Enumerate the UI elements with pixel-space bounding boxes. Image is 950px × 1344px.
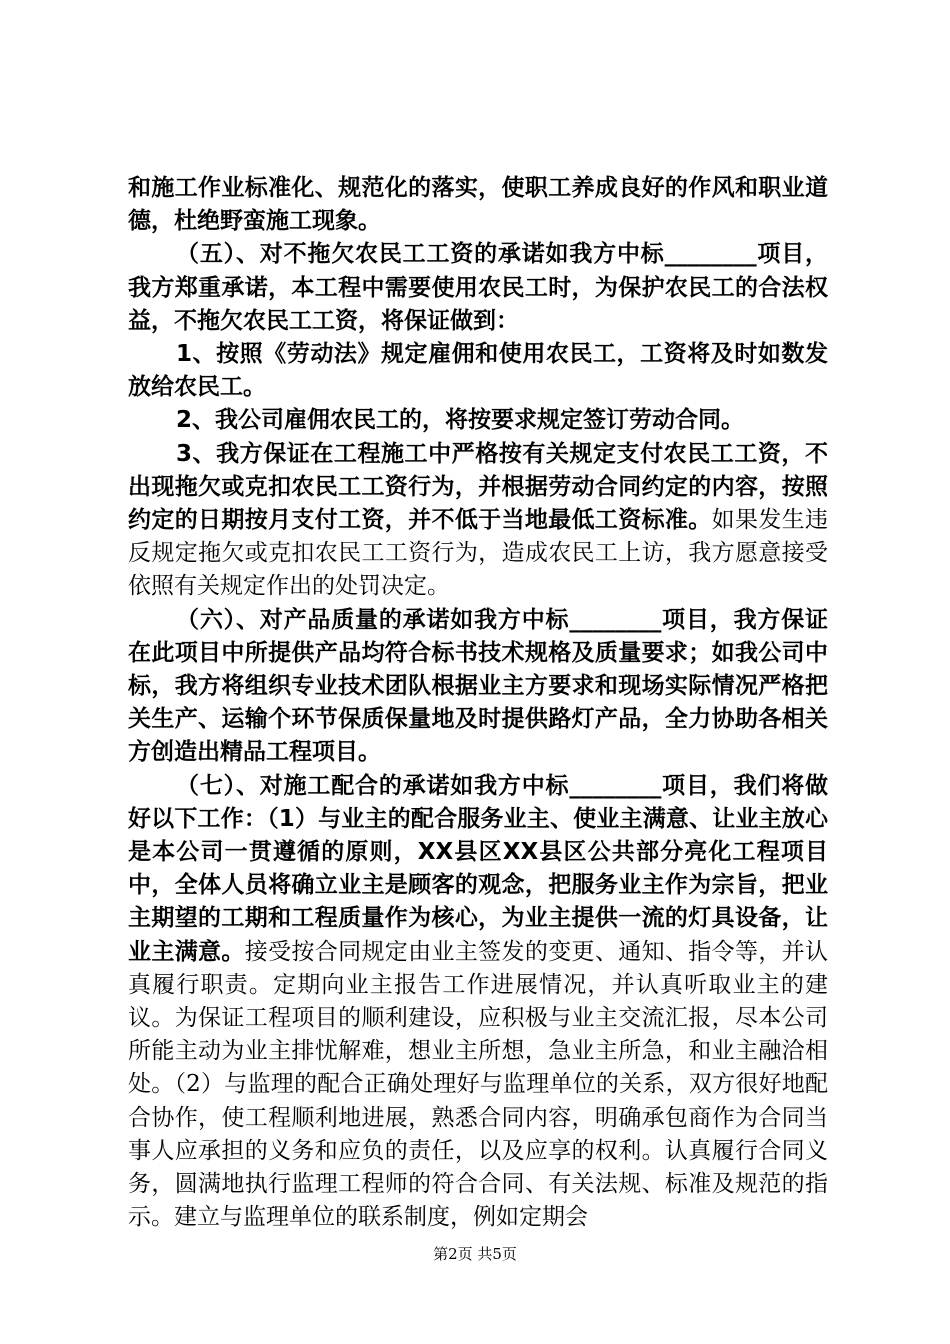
paragraph-section-7 (128, 770, 828, 1235)
paragraph-section-6 (128, 604, 828, 770)
paragraph-text: （七）、对施工配合的承诺如我方中标________项目，我们将做好以下工作：（1）与业主的配合服务业主、使业主满意、让业主放心是本公司一贯遵循的原则，XX县区XX县区公共部分亮化工程项目中，全体人员将确立业主是顾客的观念，把服务业主作为宗旨，把业主期望的工期和工程质量作为核心，为业主提供一流的灯具设备，让业主满意。 (128, 772, 828, 965)
document-body (128, 172, 828, 1235)
paragraph-text: 3、我方保证在工程施工中严格按有关规定支付农民工工资，不出现拖欠或克扣农民工工资行为，并根据劳动合同约定的内容，按照约定的日期按月支付工资，并不低于当地最低工资标准。 (128, 440, 828, 534)
paragraph-section-5 (128, 238, 828, 338)
page-footer (0, 1244, 950, 1264)
paragraph-text-light: 接受按合同规定由业主签发的变更、通知、指令等，并认真履行职责。定期向业主报告工作进展情况，并认真听取业主的建议。为保证工程项目的顺利建设，应积极与业主交流汇报，尽本公司所能主动为业主排忧解难，想业主所想，急业主所急，和业主融洽相处。（2）与监理的配合正确处理好与监理单位的关系，双方很好地配合协作，使工程顺利地进展，熟悉合同内容，明确承包商作为合同当事人应承担的义务和应负的责任，以及应享的权利。认真履行合同义务，圆满地执行监理工程师的符合合同、有关法规、标准及规范的指示。建立与监理单位的联系制度，例如定期会 (128, 938, 829, 1231)
paragraph-text: （六）、对产品质量的承诺如我方中标________项目，我方保证在此项目中所提供产品均符合标书技术规格及质量要求；如我公司中标，我方将组织专业技术团队根据业主方要求和现场实际情况严格把关生产、运输个环节保质保量地及时提供路灯产品，全力协助各相关方创造出精品工程项目。 (128, 606, 828, 766)
paragraph-text: （五）、对不拖欠农民工工资的承诺如我方中标________项目，我方郑重承诺，本工程中需要使用农民工时，为保护农民工的合法权益，不拖欠农民工工资，将保证做到： (128, 241, 828, 334)
paragraph-item-3 (128, 438, 828, 604)
paragraph-text: 和施工作业标准化、规范化的落实，使职工养成良好的作风和职业道德，杜绝野蛮施工现象。 (128, 175, 828, 235)
paragraph-text: 1、按照《劳动法》规定雇佣和使用农民工，工资将及时如数发放给农民工。 (128, 341, 828, 401)
paragraph-continuation (128, 172, 828, 238)
paragraph-text: 2、我公司雇佣农民工的，将按要求规定签订劳动合同。 (176, 407, 745, 434)
paragraph-item-2 (128, 404, 828, 437)
paragraph-text-light: 如果发生违反规定拖欠或克扣农民工工资行为，造成农民工上访，我方愿意接受依照有关规定作出的处罚决定。 (128, 507, 829, 600)
paragraph-item-1 (128, 338, 828, 404)
page-number-label: 第2页 共5页 (433, 1245, 517, 1263)
